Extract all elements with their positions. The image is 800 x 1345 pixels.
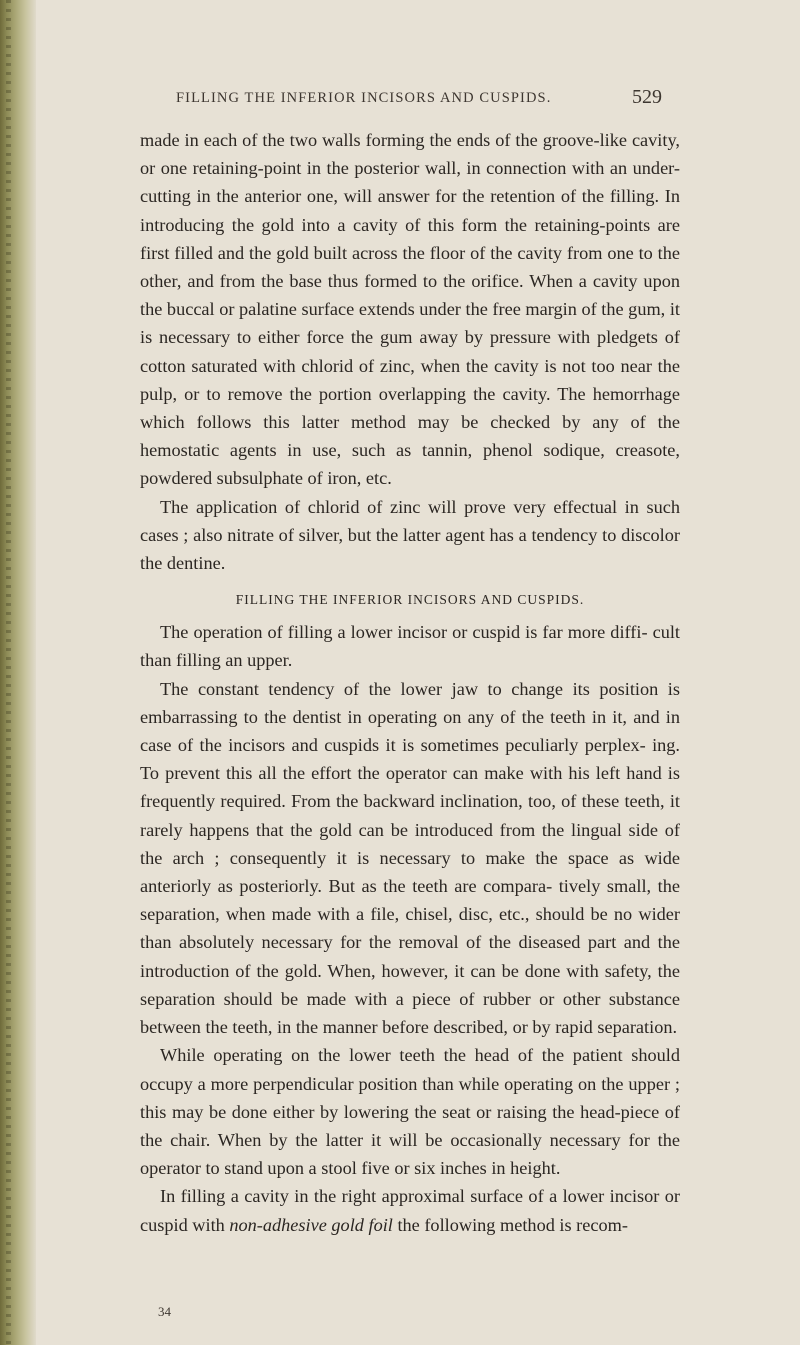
- paragraph: While operating on the lower teeth the head of the patient should occupy a more perpendicular position than while operating on the upper ; this may be done either by lowering the seat or raising the head-piece of the chair. When by the latter it will be occasionally necessary for the operator to stand upon a stool five or six inches in height.: [140, 1045, 680, 1179]
- book-spine-shadow: [0, 0, 36, 1345]
- paragraph-last: [140, 1182, 680, 1238]
- paragraph: made in each of the two walls forming the ends of the groove-like cavity, or one retaining-point in the posterior wall, in connection with an under-cutting in the anterior one, will answer for the retention of the filling. In introducing the gold into a cavity of this form the retaining-points are first filled and the gold built across the floor of the cavity from one to the other, and from the base thus formed to the orifice. When a cavity upon the buccal or palatine surface extends under the free margin of the gum, it is necessary to either force the gum away by pressure with pledgets of cotton saturated with chlorid of zinc, when the cavity is not too near the pulp, or to remove the portion overlapping the cavity. The hemorrhage which follows this latter method may be checked by any of the hemostatic agents in use, such as tannin, phenol sodique, creasote, powdered subsulphate of iron, etc.: [140, 130, 680, 489]
- text-run: In filling a cavity in the right approximal surface of a lower incisor or cuspid with: [140, 1186, 680, 1235]
- running-title: FILLING THE INFERIOR INCISORS AND CUSPIDS.: [176, 90, 552, 106]
- paragraph: The application of chlorid of zinc will prove very effectual in such cases ; also nitrate of silver, but the latter agent has a tendency to discolor the dentine.: [140, 496, 680, 574]
- italic-term: non-adhesive gold foil: [229, 1214, 393, 1235]
- page-number: 529: [632, 86, 662, 108]
- section-heading: FILLING THE INFERIOR INCISORS AND CUSPIDS.: [235, 592, 585, 608]
- page-header: [176, 86, 676, 112]
- paragraph: The operation of filling a lower incisor or cuspid is far more diffi- cult than filling an upper.: [140, 622, 680, 671]
- page-body: [140, 126, 680, 1239]
- text-run: the following method is recom-: [392, 1214, 628, 1235]
- signature-mark: 34: [158, 1304, 171, 1319]
- paragraph: The constant tendency of the lower jaw to change its position is embarrassing to the dentist in operating on any of the teeth in it, and in case of the incisors and cuspids it is sometimes peculiarly perplex- ing. To prevent this all the effort the operator can make with his left hand is frequently required. From the backward inclination, too, of these teeth, it rarely happens that the gold can be introduced from the lingual side of the arch ; consequently it is necessary to make the space as wide anteriorly as posteriorly. But as the teeth are compara- tively small, the separation, when made with a file, chisel, disc, etc., should be no wider than absolutely necessary for the removal of the diseased part and the introduction of the gold. When, however, it can be done with safety, the separation should be made with a piece of rubber or other substance between the teeth, in the manner before described, or by rapid separation.: [140, 678, 680, 1038]
